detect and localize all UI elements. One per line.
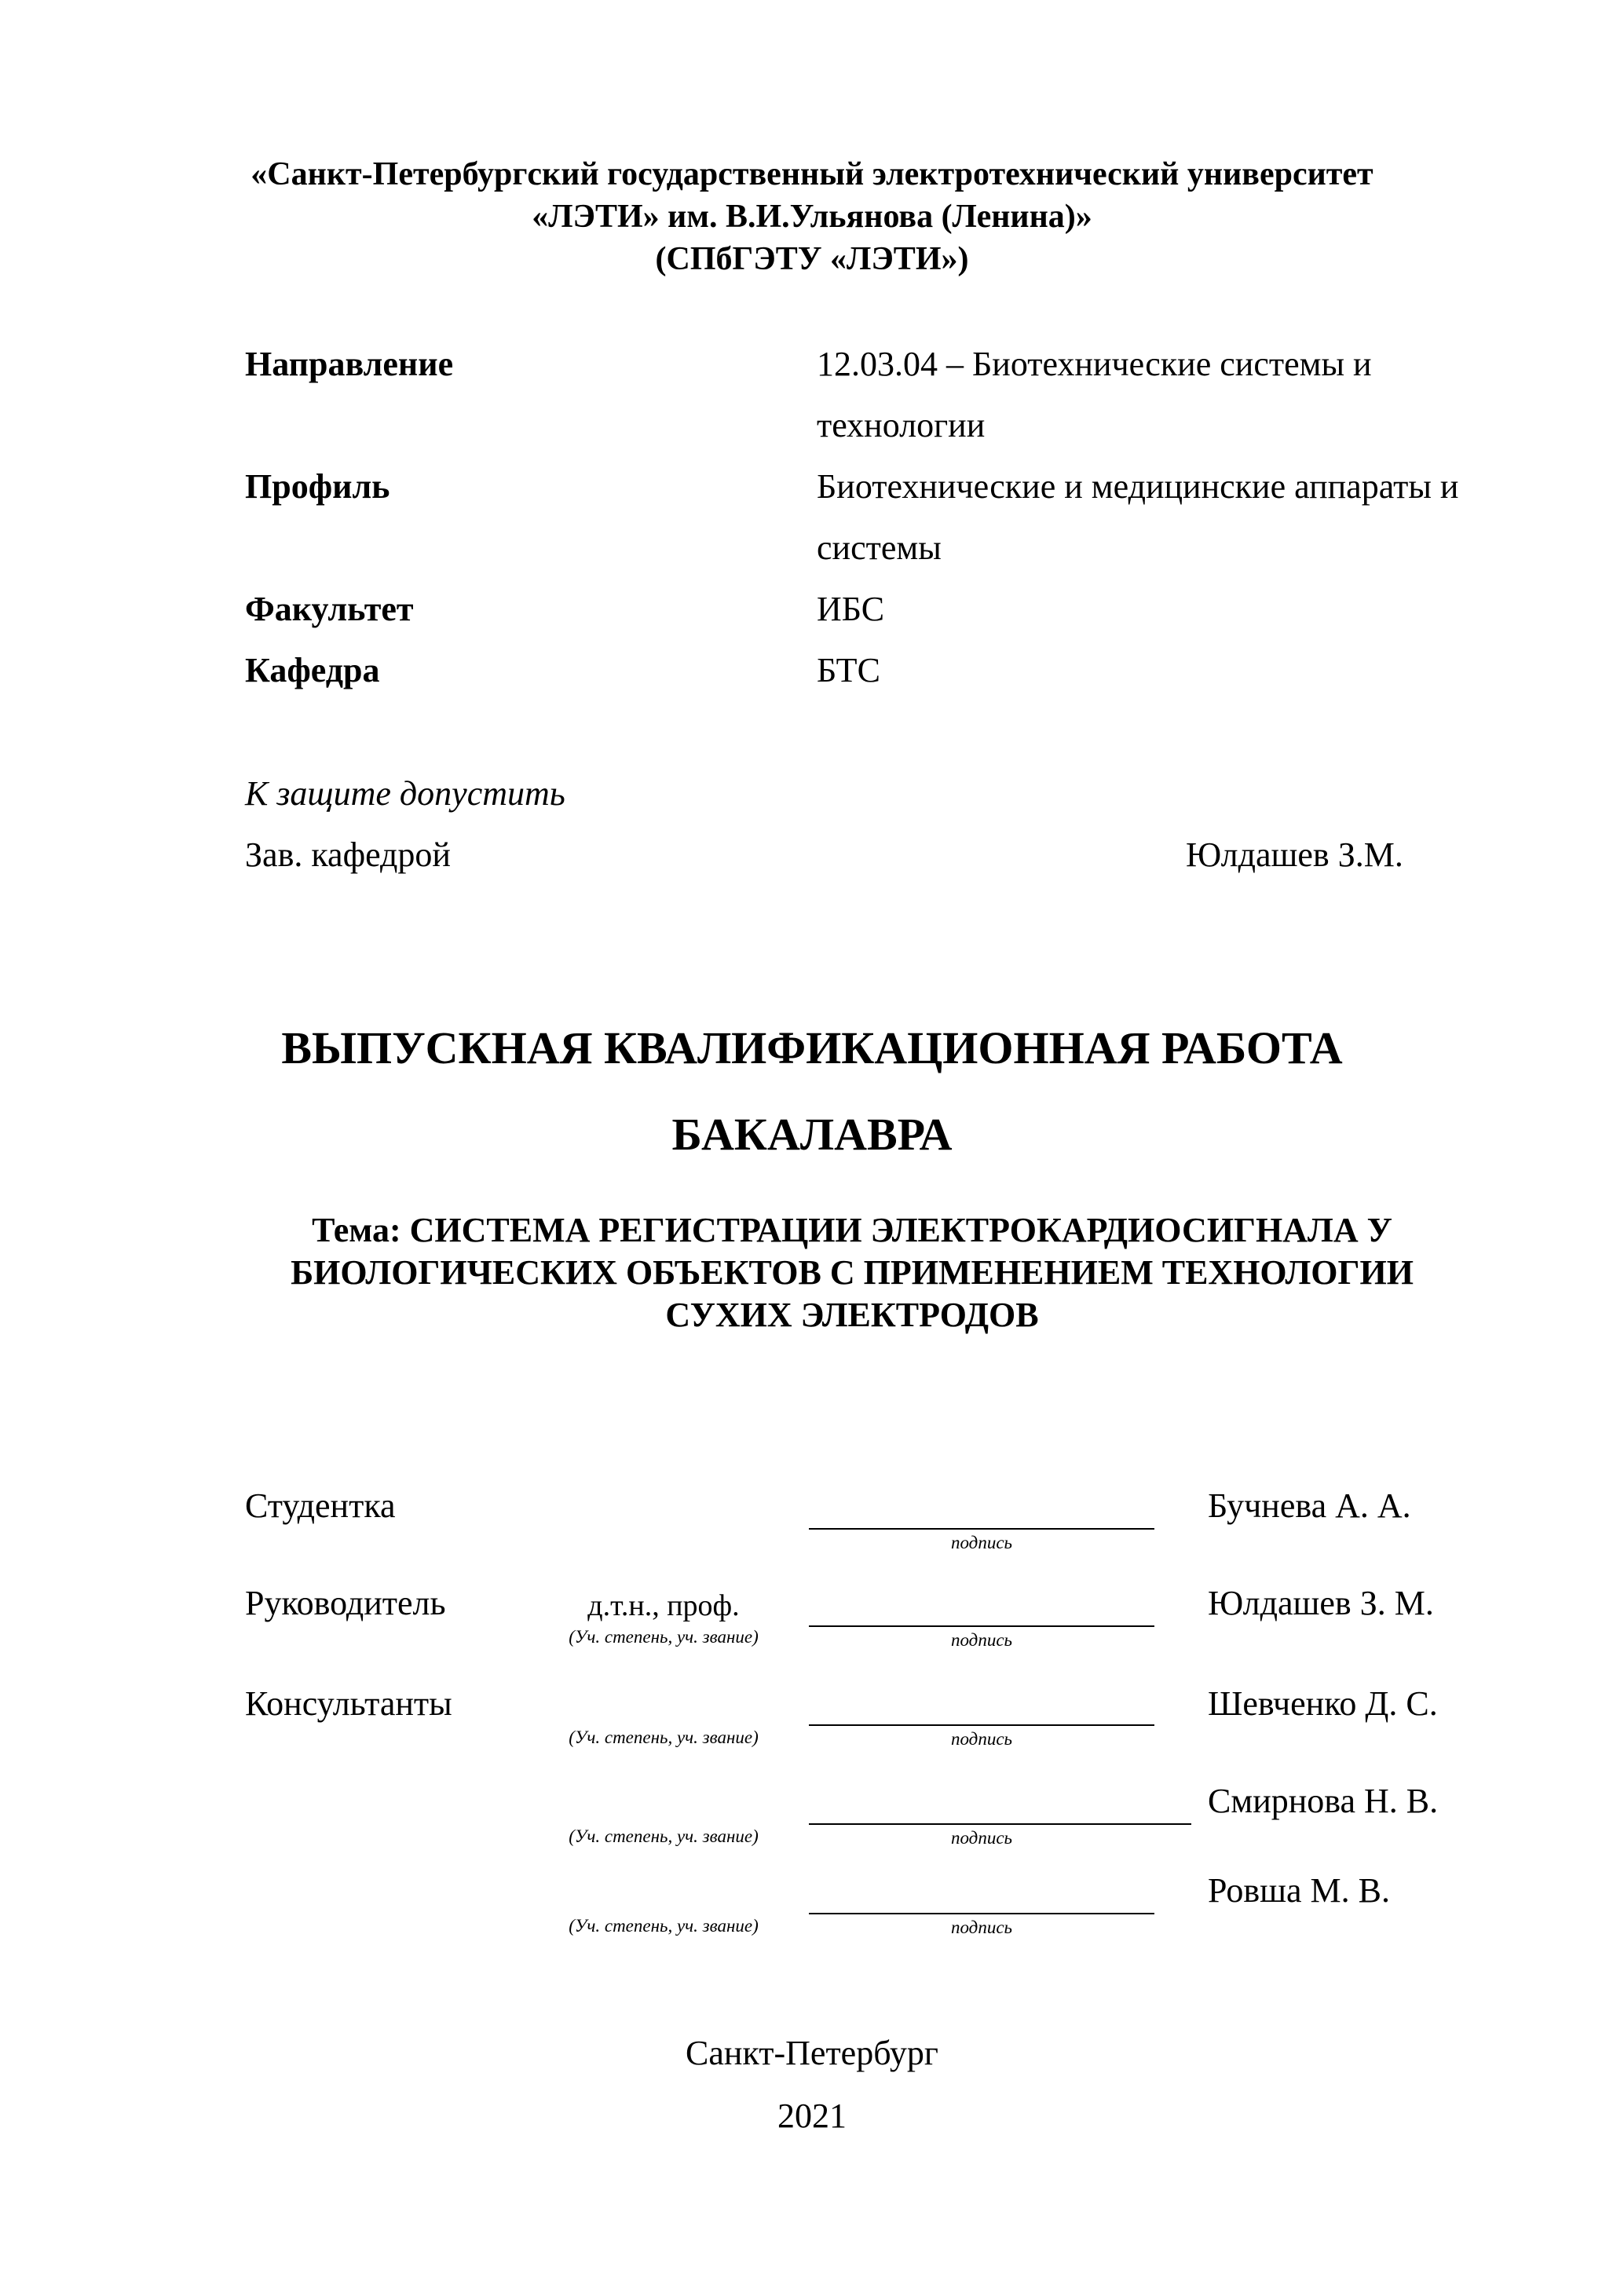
student-signature-line xyxy=(809,1528,1154,1530)
direction-label: Направление xyxy=(245,345,454,383)
work-title xyxy=(0,1005,1624,1178)
head-of-department-label: Зав. кафедрой xyxy=(245,835,451,874)
consultant1-signature-line xyxy=(809,1724,1154,1726)
consultants-role: Консультанты xyxy=(245,1684,452,1723)
university-header xyxy=(0,153,1624,280)
profile-value-line2: системы xyxy=(817,528,942,567)
admit-to-defense: К защите допустить xyxy=(245,774,565,813)
consultant2-signature-caption: подпись xyxy=(950,1828,1012,1848)
work-title-line2: БАКАЛАВРА xyxy=(671,1109,953,1160)
student-signature-caption: подпись xyxy=(950,1533,1012,1552)
profile-label: Профиль xyxy=(245,467,390,506)
direction-value-line1: 12.03.04 – Биотехнические системы и xyxy=(817,345,1372,383)
profile-value xyxy=(817,456,1571,579)
university-name-line2: «ЛЭТИ» им. В.И.Ульянова (Ленина)» xyxy=(532,199,1092,235)
department-label: Кафедра xyxy=(245,651,380,689)
consultant3-degree-caption: (Уч. степень, уч. звание) xyxy=(569,1916,759,1936)
consultant3-name: Ровша М. В. xyxy=(1208,1871,1391,1910)
topic-line3: СУХИХ ЭЛЕКТРОДОВ xyxy=(665,1296,1039,1334)
university-name-line1: «Санкт-Петербургский государственный электротехнический университет xyxy=(251,156,1373,192)
head-of-department-name: Юлдашев З.М. xyxy=(1186,835,1403,874)
department-value: БТС xyxy=(817,651,880,689)
thesis-topic xyxy=(196,1209,1508,1336)
profile-value-line1: Биотехнические и медицинские аппараты и xyxy=(817,467,1459,506)
supervisor-role: Руководитель xyxy=(245,1584,446,1622)
student-name: Бучнева А. А. xyxy=(1208,1486,1411,1525)
consultant3-signature-caption: подпись xyxy=(950,1918,1012,1937)
topic-line2: БИОЛОГИЧЕСКИХ ОБЪЕКТОВ С ПРИМЕНЕНИЕМ ТЕХНОЛОГИИ xyxy=(291,1253,1414,1292)
consultant1-signature-caption: подпись xyxy=(950,1729,1012,1749)
topic-line1: Тема: СИСТЕМА РЕГИСТРАЦИИ ЭЛЕКТРОКАРДИОСИГНАЛА У xyxy=(312,1211,1392,1249)
supervisor-degree: д.т.н., проф. xyxy=(587,1589,740,1622)
student-role: Студентка xyxy=(245,1486,396,1525)
city: Санкт-Петербург xyxy=(686,2034,938,2072)
direction-value-line2: технологии xyxy=(817,406,986,444)
year: 2021 xyxy=(777,2097,847,2135)
university-abbreviation: (СПбГЭТУ «ЛЭТИ») xyxy=(655,241,969,277)
supervisor-signature-line xyxy=(809,1625,1154,1627)
supervisor-signature-caption: подпись xyxy=(950,1630,1012,1650)
consultant3-signature-line xyxy=(809,1913,1154,1914)
consultant1-degree-caption: (Уч. степень, уч. звание) xyxy=(569,1727,759,1747)
consultant1-name: Шевченко Д. С. xyxy=(1208,1684,1438,1723)
consultant2-name: Смирнова Н. В. xyxy=(1208,1782,1439,1820)
faculty-value: ИБС xyxy=(817,590,885,628)
consultant2-signature-line xyxy=(809,1823,1191,1825)
direction-value xyxy=(817,334,1571,456)
supervisor-degree-caption: (Уч. степень, уч. звание) xyxy=(569,1627,759,1647)
work-title-line1: ВЫПУСКНАЯ КВАЛИФИКАЦИОННАЯ РАБОТА xyxy=(281,1022,1343,1073)
faculty-label: Факультет xyxy=(245,590,414,628)
supervisor-name: Юлдашев З. М. xyxy=(1208,1584,1434,1622)
consultant2-degree-caption: (Уч. степень, уч. звание) xyxy=(569,1826,759,1846)
